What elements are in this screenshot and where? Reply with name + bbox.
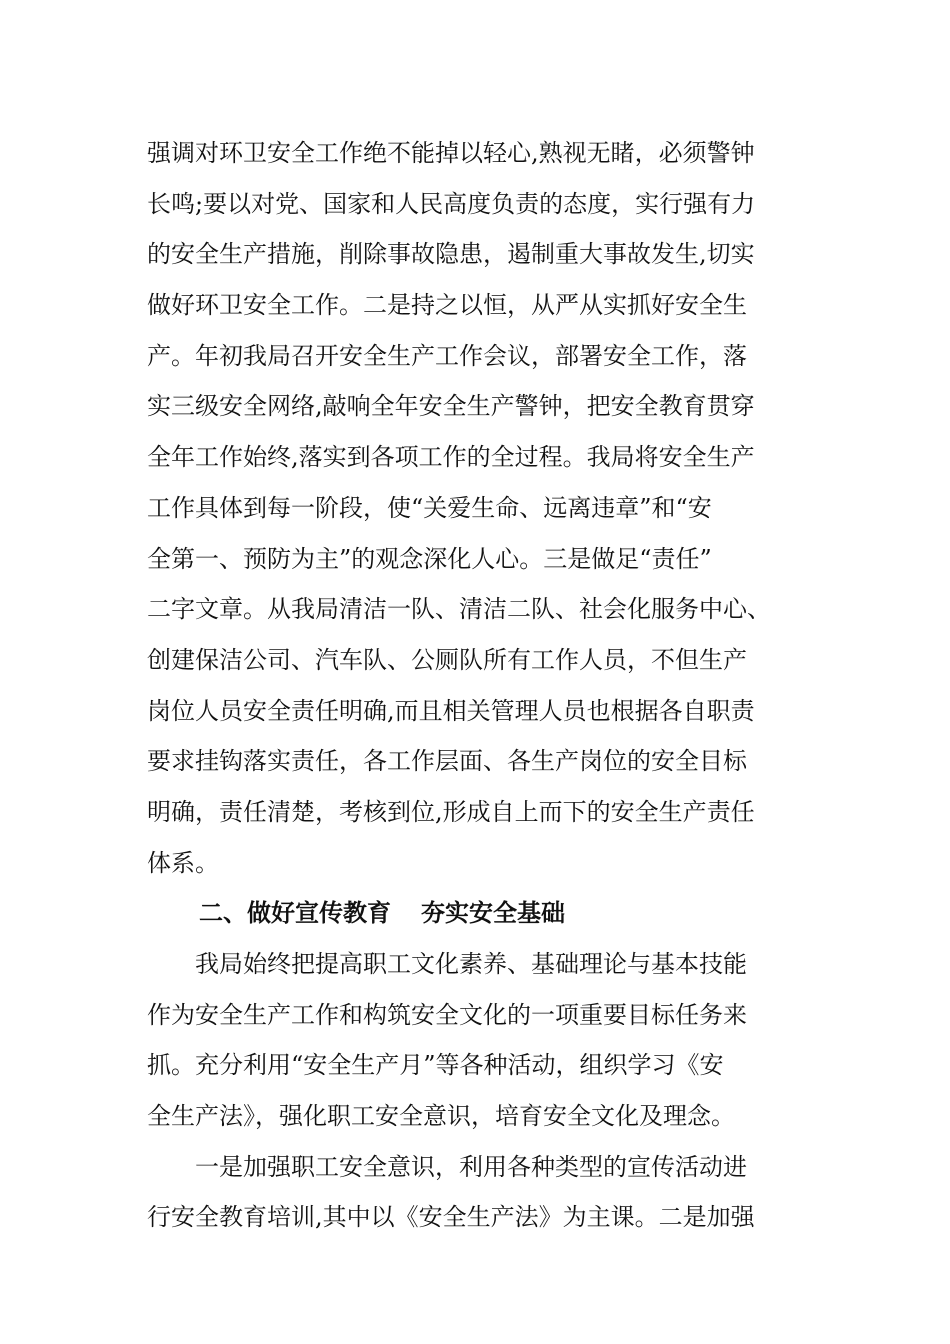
paragraph-safety-responsibility xyxy=(147,128,797,888)
text-line: 全年工作始终,落实到各项工作的全过程。我局将安全生产 xyxy=(147,443,755,472)
document-body xyxy=(147,128,797,1243)
text-line: 要求挂钩落实责任，各工作层面、各生产岗位的安全目标 xyxy=(147,747,747,776)
text-line: 二字文章。从我局清洁一队、清洁二队、社会化服务中心、 xyxy=(147,595,771,624)
text-line: 全第一、预防为主”的观念深化人心。三是做足“责任” xyxy=(147,544,712,573)
text-line: 岗位人员安全责任明确,而且相关管理人员也根据各自职责 xyxy=(147,696,755,725)
paragraph-safety-education xyxy=(147,939,797,1142)
text-line: 做好环卫安全工作。二是持之以恒，从严从实抓好安全生 xyxy=(147,291,747,320)
section-heading xyxy=(147,888,797,939)
paragraph-training xyxy=(147,1142,797,1243)
text-line: 长鸣;要以对党、国家和人民高度负责的态度，实行强有力 xyxy=(147,189,756,218)
text-line: 抓。充分利用“安全生产月”等各种活动，组织学习《安 xyxy=(147,1051,724,1080)
text-line: 一是加强职工安全意识，利用各种类型的宣传活动进 xyxy=(195,1152,747,1181)
text-line: 创建保洁公司、汽车队、公厕队所有工作人员，不但生产 xyxy=(147,645,747,674)
text-line: 全生产法》，强化职工安全意识，培育安全文化及理念。 xyxy=(147,1102,735,1131)
text-line: 作为安全生产工作和构筑安全文化的一项重要目标任务来 xyxy=(147,1000,747,1029)
text-line: 产。年初我局召开安全生产工作会议，部署安全工作，落 xyxy=(147,341,747,370)
text-line: 体系。 xyxy=(147,848,219,877)
section-heading-part1: 二、做好宣传教育 xyxy=(199,898,391,928)
text-line: 强调对环卫安全工作绝不能掉以轻心,熟视无睹，必须警钟 xyxy=(147,139,755,167)
section-heading-part2: 夯实安全基础 xyxy=(421,898,565,928)
text-line: 行安全教育培训,其中以《安全生产法》为主课。二是加强 xyxy=(147,1203,755,1232)
text-line: 实三级安全网络,敲响全年安全生产警钟，把安全教育贯穿 xyxy=(147,392,755,421)
text-line: 明确，责任清楚，考核到位,形成自上而下的安全生产责任 xyxy=(147,797,755,826)
text-line: 的安全生产措施，削除事故隐患，遏制重大事故发生,切实 xyxy=(147,240,755,269)
text-line: 工作具体到每一阶段，使“关爱生命、远离违章”和“安 xyxy=(147,493,712,522)
text-line: 我局始终把提高职工文化素养、基础理论与基本技能 xyxy=(195,950,747,978)
